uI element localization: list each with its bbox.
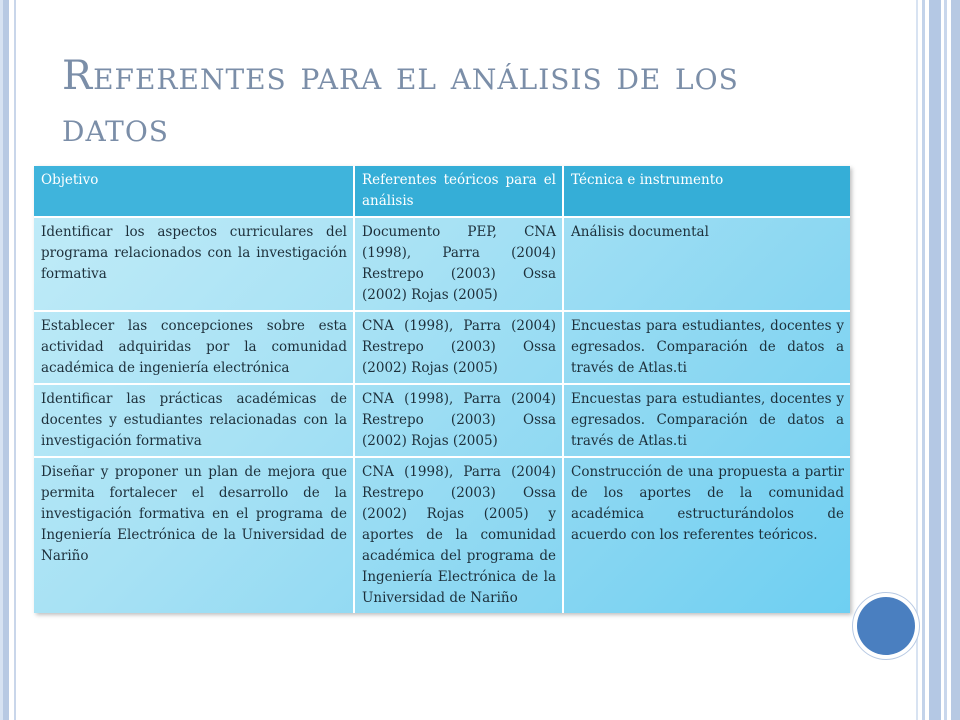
decorative-circle [857, 597, 915, 655]
table-row [34, 217, 850, 311]
cell-technique: Análisis documental [563, 217, 850, 311]
right-decorative-bars [916, 0, 960, 720]
cell-objective: Identificar los aspectos curriculares del programa relacionados con la investigación formativa [34, 217, 354, 311]
table-row [34, 311, 850, 384]
header-theoretical-references: Referentes teóricos para el análisis [354, 166, 563, 217]
cell-technique: Encuestas para estudiantes, docentes y egresados. Comparación de datos a través de Atlas.ti [563, 311, 850, 384]
cell-references: CNA (1998), Parra (2004) Restrepo (2003) Ossa (2002) Rojas (2005) [354, 311, 563, 384]
left-decorative-bar [0, 0, 9, 720]
table-row [34, 384, 850, 457]
cell-objective: Identificar las prácticas académicas de docentes y estudiantes relacionadas con la investigación formativa [34, 384, 354, 457]
table-row [34, 457, 850, 613]
cell-technique: Encuestas para estudiantes, docentes y egresados. Comparación de datos a través de Atlas.ti [563, 384, 850, 457]
table-header-row [34, 166, 850, 217]
slide-title: Referentes para el análisis de los datos [62, 53, 739, 151]
cell-technique: Construcción de una propuesta a partir de los aportes de la comunidad académica estructurándolos de acuerdo con los referentes teóricos. [563, 457, 850, 613]
left-decorative-line [14, 0, 16, 720]
cell-references: Documento PEP, CNA (1998), Parra (2004) Restrepo (2003) Ossa (2002) Rojas (2005) [354, 217, 563, 311]
cell-objective: Diseñar y proponer un plan de mejora que permita fortalecer el desarrollo de la investigación formativa en el programa de Ingeniería Electrónica de la Universidad de Nariño [34, 457, 354, 613]
cell-references: CNA (1998), Parra (2004) Restrepo (2003) Ossa (2002) Rojas (2005) y aportes de la comunidad académica del programa de Ingeniería Electrónica de la Universidad de Nariño [354, 457, 563, 613]
header-objective: Objetivo [34, 166, 354, 217]
header-technique-instrument: Técnica e instrumento [563, 166, 850, 217]
cell-references: CNA (1998), Parra (2004) Restrepo (2003) Ossa (2002) Rojas (2005) [354, 384, 563, 457]
referents-table [34, 166, 850, 613]
cell-objective: Establecer las concepciones sobre esta actividad adquiridas por la comunidad académica de ingeniería electrónica [34, 311, 354, 384]
